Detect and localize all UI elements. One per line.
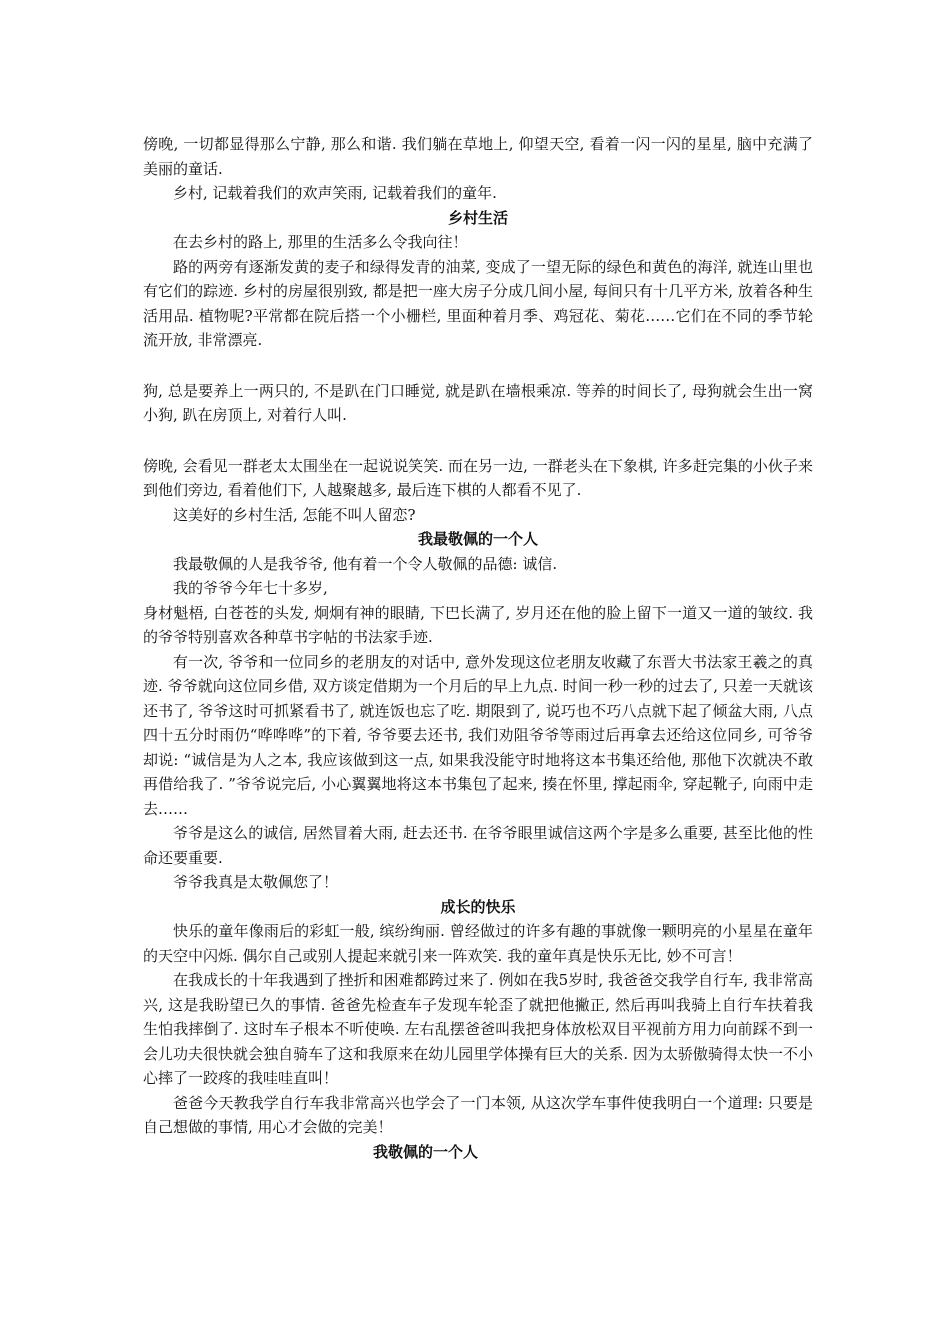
paragraph: 乡村, 记载着我们的欢声笑雨, 记载着我们的童年. [173, 184, 497, 202]
paragraph: 爸爸今天教我学自行车我非常高兴也学会了一门本领, 从这次学车事件使我明白一个道理: 只要是自己想做的事情, 用心才会做的完美！ [143, 1093, 813, 1136]
paragraph: 狗, 总是要养上一两只的, 不是趴在门口睡觉, 就是趴在墙根乘凉. 等养的时间长了, 母狗就会生出一窝小狗, 趴在房顶上, 对着行人叫. [143, 381, 813, 424]
paragraph: 这美好的乡村生活, 怎能不叫人留恋? [173, 505, 416, 524]
paragraph: 爷爷我真是太敬佩您了！ [173, 873, 339, 891]
paragraph: 在我成长的十年我遇到了挫折和困难都跨过来了. 例如在我5岁时, 我爸爸交我学自行车, 我非常高兴, 这是我盼望已久的事情. 爸爸先检查车子发现车轮歪了就把他撇正, 然后再叫我骑上自行车扶着我生怕我摔倒了. 这时车子根本不听使唤. 左右乱摆爸爸叫我把身体放松双目平视前方用力向前踩不到一会儿功夫很快就会独自骑车了这和我原来在幼儿园里学体操有巨大的关系. 因为太骄傲骑得太快一不小心摔了一跤疼的我哇哇直叫！ [143, 971, 813, 1087]
section-title: 我最敬佩的一个人 [417, 530, 538, 548]
paragraph: 我最敬佩的人是我爷爷, 他有着一个令人敬佩的品德: 诚信. [173, 554, 558, 573]
paragraph: 路的两旁有逐渐发黄的麦子和绿得发青的油菜, 变成了一望无际的绿色和黄色的海洋, 就连山里也有它们的踪迹. 乡村的房屋很别致, 都是把一座大房子分成几间小屋, 每间只有十几平方米, 放着各种生活用品. 植物呢?平常都在院后搭一个小栅栏, 里面种着月季、鸡冠花、菊花……它们在不同的季节轮流开放, 非常漂亮. [143, 257, 813, 349]
section-title: 成长的快乐 [440, 897, 516, 916]
paragraph: 有一次, 爷爷和一位同乡的老朋友的对话中, 意外发现这位老朋友收藏了东晋大书法家王羲之的真迹. 爷爷就向这位同乡借, 双方谈定借期为一个月后的早上九点. 时间一秒一秒的过去了, 只差一天就该还书了, 爷爷这时可抓紧看书了, 就连饭也忘了吃. 期限到了, 说巧也不巧八点就下起了倾盆大雨, 八点四十五分时雨仍“哗哗哗”的下着, 爷爷要去还书, 我们劝阻爷爷等雨过后再拿去还给这位同乡, 可爷爷却说: “诚信是为人之本, 我应该做到这一点, 如果我没能守时地将这本书集还给他, 那他下次就决不敢再借给我了. ”爷爷说完后, 小心翼翼地将这本书集包了起来, 揍在怀里, 撑起雨伞, 穿起靴子, 向雨中走去…… [143, 652, 813, 818]
blank-line [143, 428, 813, 454]
paragraph: 身材魁梧, 白苍苍的头发, 炯炯有神的眼睛, 下巴长满了, 岁月还在他的脸上留下一道又一道的皱纹. 我的爷爷特别喜欢各种草书字帖的书法家手迹. [143, 603, 813, 646]
blank-line [143, 353, 813, 379]
paragraph: 傍晚, 会看见一群老太太围坐在一起说说笑笑. 而在另一边, 一群老头在下象棋, 许多赶完集的小伙子来到他们旁边, 看着他们下, 人越聚越多, 最后连下棋的人都看不见了. [143, 456, 813, 499]
paragraph: 快乐的童年像雨后的彩虹一般, 缤纷绚丽. 曾经做过的许多有趣的事就像一颗明亮的小星星在童年的天空中闪烁. 偶尔自己或别人提起来就引来一阵欢笑. 我的童年真是快乐无比, 妙不可言！ [143, 922, 813, 965]
paragraph: 傍晚, 一切都显得那么宁静, 那么和谐. 我们躺在草地上, 仰望天空, 看着一闪一闪的星星, 脑中充满了美丽的童话. [143, 135, 813, 178]
document-body [143, 132, 813, 1164]
paragraph: 在去乡村的路上, 那里的生活多么令我向往！ [173, 233, 468, 251]
section-title: 乡村生活 [447, 208, 508, 227]
paragraph: 我的爷爷今年七十多岁, [173, 579, 328, 597]
paragraph: 爷爷是这么的诚信, 居然冒着大雨, 赶去还书. 在爷爷眼里诚信这两个字是多么重要, 甚至比他的性命还要重要. [143, 824, 813, 867]
section-title: 我敬佩的一个人 [373, 1142, 479, 1161]
